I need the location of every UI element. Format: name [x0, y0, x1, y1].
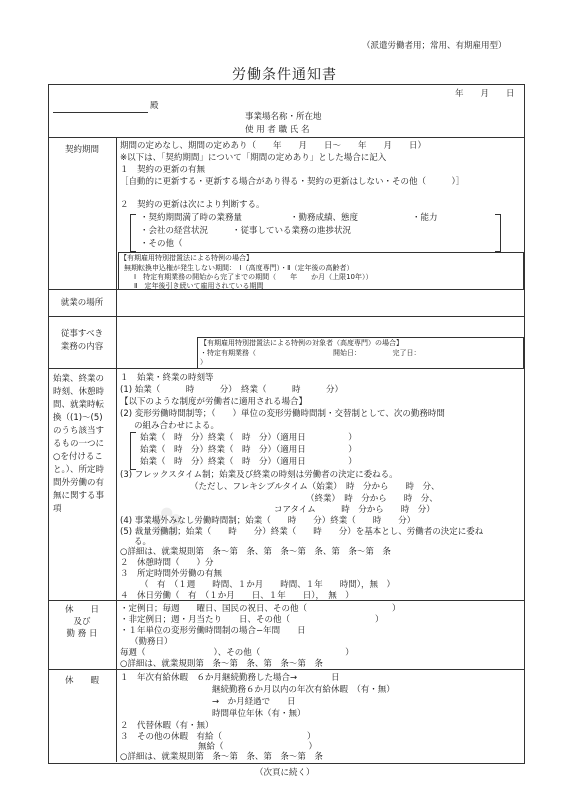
page-title: 労働条件通知書	[232, 67, 337, 83]
hours-label-9: 間外労働の有	[53, 478, 105, 488]
hours-line-10: (4) 事業場外みなし労働時間制；始業（ 時 分）終業（ 時 分）	[120, 516, 416, 526]
hours-line-5: の組み合わせによる。	[134, 421, 220, 431]
holiday-label-2: 及び	[73, 617, 91, 627]
special-measure-line-2: Ⅰ 特定有期業務の開始から完了までの期間（ 年 か月（上限10年））	[134, 273, 373, 281]
duties-special-title: 【有期雇用特別措置法による特例の対象者（高度専門）の場合】	[200, 339, 403, 347]
date-field: 年 月 日	[455, 89, 515, 99]
watermark: ✿	[150, 500, 184, 546]
shift-bracket	[130, 432, 136, 470]
holiday-line-4: （勤務日）	[130, 637, 173, 647]
contract-line-2: ※以下は、「契約期間」について「期間の定めあり」とした場合に記入	[120, 153, 387, 163]
hours-line-11: (5) 裁量労働制；始業（ 時 分）終業（ 時 分）を基本とし、労働者の決定に委ね	[120, 527, 484, 537]
hours-line-9: コアタイム 時 分から 時 分）	[274, 505, 435, 515]
shift-1: 始業（ 時 分）終業（ 時 分）（適用日 ）	[140, 433, 357, 443]
hours-label-3: 間、就業時転	[53, 400, 105, 410]
hours-line-16: （ 有 （１週 時間、１か月 時間、１年 時間），無 ）	[140, 580, 396, 590]
workplace-label: 就業の場所	[60, 298, 104, 308]
criteria-progress: ・従事している業務の進捗状況	[232, 226, 352, 236]
hours-label-4: 換（(1)〜(5)	[53, 413, 103, 423]
criteria-ability: ・能力	[412, 213, 438, 223]
hours-line-6: (3) フレックスタイム制；始業及び終業の時刻は労働者の決定に委ねる。	[120, 470, 398, 480]
leave-line-2: 継続勤務６か月以内の年次有給休暇 （有・無）	[212, 685, 395, 695]
criteria-other: ・その他（	[140, 239, 183, 249]
hours-label-8: と。）、所定時	[53, 465, 105, 475]
special-measure-title: 【有期雇用特別措置法による特例の場合】	[120, 254, 253, 262]
hours-line-1: １ 始業・終業の時刻等	[120, 373, 214, 383]
contract-line-1: 期間の定めなし、期間の定めあり（ 年 月 日〜 年 月 日）	[120, 141, 427, 151]
duties-special-close: ）	[200, 358, 207, 366]
leave-line-3: → か月経過で 日	[212, 697, 296, 707]
hours-label-2: 時刻、休憩時	[53, 387, 105, 397]
leave-line-6: ３ その他の休暇 有給（ ）	[120, 732, 316, 742]
special-measure-line-3: Ⅱ 定年後引き続いて雇用されている期間	[134, 282, 264, 290]
contract-line-5: ２ 契約の更新は次により判断する。	[120, 200, 265, 210]
hours-line-3: 【以下のような制度が労働者に適用される場合】	[120, 397, 308, 407]
hours-line-17: ４ 休日労働（ 有 （１か月 日、１年 日）， 無 ）	[120, 591, 354, 601]
leave-line-7: 無給（ ）	[198, 742, 318, 752]
hours-label-5: のうち該当す	[53, 426, 105, 436]
contract-line-4: ［自動的に更新する・更新する場合があり得る・契約の更新はしない・その他（ ）］	[120, 177, 465, 187]
special-measure-line-1: 無期転換申込権が発生しない期間： Ⅰ（高度専門）・Ⅱ（定年後の高齢者）	[124, 264, 354, 272]
duties-special-line: ・特定有期業務（ 開始日： 完了日：	[200, 349, 421, 357]
leave-line-4: 時間単位年休（有・無）	[212, 709, 306, 719]
holiday-label-1: 休 日	[64, 605, 99, 615]
holiday-label-3: 勤 務 日	[66, 629, 98, 639]
shift-2: 始業（ 時 分）終業（ 時 分）（適用日 ）	[140, 445, 357, 455]
hours-line-13: ○詳細は、就業規則第 条〜第 条、第 条〜第 条、第 条〜第 条	[120, 547, 391, 557]
shift-3: 始業（ 時 分）終業（ 時 分）（適用日 ）	[140, 457, 357, 467]
hours-label-1: 始業、終業の	[53, 374, 105, 384]
leave-line-8: ○詳細は、就業規則第 条〜第 条、第 条〜第 条	[120, 752, 323, 762]
addressee-suffix: 殿	[150, 101, 159, 111]
criteria-bracket-left	[130, 214, 136, 252]
hours-label-10: 無に関する事	[53, 491, 105, 501]
hours-line-15: ３ 所定時間外労働の有無	[120, 569, 223, 579]
employer-name: 使 用 者 職 氏 名	[245, 125, 310, 135]
hours-line-14: ２ 休憩時間（ ）分	[120, 558, 214, 568]
document-type: （派遣労働者用；常用、有期雇用型）	[362, 41, 507, 51]
contract-line-3: １ 契約の更新の有無	[120, 165, 206, 175]
holiday-line-1: ・定例日；毎週 曜日、国民の祝日、その他（ ）	[120, 604, 401, 614]
leave-line-5: ２ 代替休暇（有・無）	[120, 721, 214, 731]
hours-line-4: (2) 変形労働時間制等；（ ）単位の変形労働時間制・交替制として、次の勤務時間	[120, 409, 445, 419]
continued-note: （次頁に続く）	[255, 768, 315, 778]
hours-label-6: るもの一つに	[53, 439, 105, 449]
criteria-bracket-right	[495, 214, 501, 252]
addressee-line	[53, 112, 148, 113]
holiday-line-2: ・非定例日；週・月当たり 日、その他（ ）	[120, 615, 384, 625]
hours-label-11: 項	[53, 504, 62, 514]
hours-line-12: る。	[134, 537, 152, 547]
label-column-divider	[116, 137, 117, 762]
row-divider	[48, 316, 524, 317]
criteria-workload: ・契約期間満了時の業務量	[140, 213, 243, 223]
criteria-performance: ・勤務成績、態度	[290, 213, 359, 223]
contract-label: 契約期間	[64, 145, 99, 155]
hours-label-7: ○を付けるこ	[53, 452, 103, 462]
duties-label-2: 業務の内容	[60, 342, 104, 352]
criteria-company: ・会社の経営状況	[140, 226, 209, 236]
employer-place: 事業場名称・所在地	[245, 112, 322, 122]
holiday-line-5: 毎週（ ）、その他（ ）	[120, 648, 354, 658]
row-divider	[48, 137, 524, 138]
duties-label-1: 従事すべき	[60, 329, 104, 339]
leave-line-1: １ 年次有給休暇 ６か月継続勤務した場合→ 日	[120, 673, 340, 683]
hours-line-7: （ただし、フレキシブルタイム（始業） 時 分から 時 分、	[190, 482, 440, 492]
hours-line-2: (1) 始業（ 時 分） 終業（ 時 分）	[120, 385, 343, 395]
hours-line-8: （終業） 時 分から 時 分、	[306, 494, 438, 504]
holiday-line-6: ○詳細は、就業規則第 条〜第 条、第 条〜第 条	[120, 659, 323, 669]
holiday-line-3: ・１年単位の変形労働時間制の場合−年間 日	[120, 626, 306, 636]
leave-label: 休 暇	[64, 676, 99, 686]
